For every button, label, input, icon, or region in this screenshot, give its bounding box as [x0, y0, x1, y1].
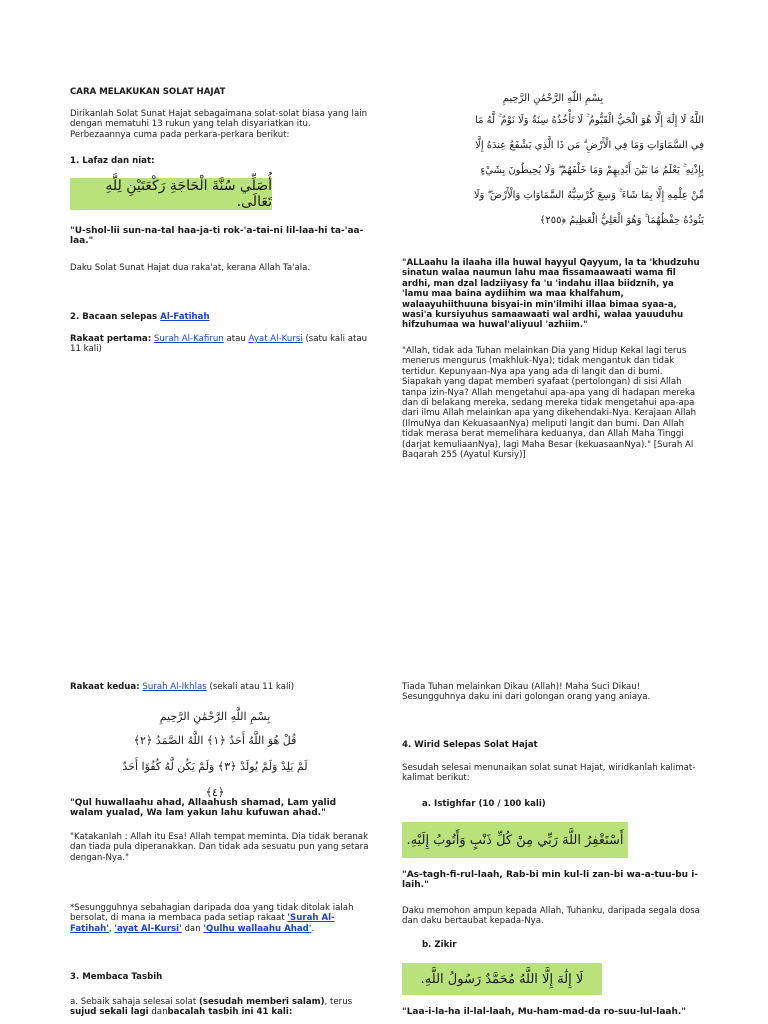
niat-arabic-text: أُصَلِّي سُنَّةَ الْحَاجَةِ رَكْعَتَيْنِ لِلَّهِ تَعَالَى. [105, 178, 272, 210]
surah-al-ikhlas-link[interactable]: Surah Al-Ikhlas [142, 682, 207, 692]
istighfar-heading: a. Istighfar (10 / 100 kali) [422, 799, 546, 809]
kursi-meaning: "Allah, tidak ada Tuhan melainkan Dia yang Hidup Kekal lagi terus menerus mengurus (makhluk-Nya); tidak mengantuk dan tidak tertidur. Kepunyaan-Nya apa yang ada di langit dan di bumi. Siapakah yang dapat memberi syafaat (pertolongan) di sisi Allah tanpa izin-Nya? Allah mengetahui apa-apa yang di hadapan mereka dan di belakang mereka, sedang mereka tidak mengetahui apa-apa dari ilmu Allah melainkan apa yang dikehendaki-Nya. Kerajaan Allah (IlmuNya dan KekuasaanNya) meliputi langit dan bumi. Dan Allah tidak merasa berat memelihara keduanya, dan Allah Maha Tinggi (darjat kemuliaanNya), lagi Maha Besar (kekuasaanNya)." [Surah Al Baqarah 255 (Ayatul Kursiy)] [402, 346, 697, 461]
kursi-basmalah: بِسْمِ اللَّهِ الرَّحْمَٰنِ الرَّحِيمِ [502, 93, 604, 104]
ayat-al-kursi-link[interactable]: Ayat Al-Kursi [248, 334, 303, 344]
document-title: CARA MELAKUKAN SOLAT HAJAT [70, 87, 226, 97]
rakaat-pertama-label: Rakaat pertama: [70, 334, 152, 344]
ikhlas-verse-line-2: لَمْ يَلِدْ وَلَمْ يُولَدْ ﴿٣﴾ وَلَمْ يَكُن لَّهُ كُفُوًا أَحَدٌ ﴿٤﴾ [122, 760, 308, 799]
kursi-line-2: فِي السَّمَاوَاتِ وَمَا فِي الْأَرْضِ ۗ مَن ذَا الَّذِي يَشْفَعُ عِندَهُ إِلَّا [475, 140, 704, 151]
rakaat-pertama-or: atau [223, 334, 249, 344]
ikhlas-arabic-image [115, 706, 315, 799]
zikir-heading: b. Zikir [422, 940, 457, 950]
ikhlas-meaning: "Katakanlah : Allah itu Esa! Allah tempat meminta. Dia tidak beranak dan tiada pula diperanakkan. Dan tidak ada sesuatu pun yang setara dengan-Nya." [70, 832, 369, 863]
rakaat-pertama-suffix: (satu kali atau 11 kali) [70, 334, 368, 355]
note-qulhu-link[interactable]: 'Qulhu wallaahu Ahad' [203, 923, 312, 934]
note-and: dan [181, 923, 204, 934]
kursi-line-1: اللَّهُ لَا إِلَٰهَ إِلَّا هُوَ الْحَيُّ الْقَيُّومُ ۚ لَا تَأْخُذُهُ سِنَةٌ وَلَا نَوْمٌ ۚ لَّهُ مَا [475, 115, 704, 126]
tiada-tuhan-paragraph: Tiada Tuhan melainkan Dikau (Allah)! Maha Suci Dikau! Sesungguhnya daku ini dari golongan orang yang aniaya. [402, 682, 651, 703]
zikir-arabic-text: لَا إِلَٰهَ إِلَّا اللَّهُ مُحَمَّدٌ رَسُولُ اللَّهِ. [420, 971, 584, 987]
al-fatihah-link[interactable]: Al-Fatihah [160, 312, 210, 322]
kursi-line-3: بِإِذْنِهِ ۚ يَعْلَمُ مَا بَيْنَ أَيْدِيهِمْ وَمَا خَلْفَهُمْ ۖ وَلَا يُحِيطُونَ بِشَيْءٍ [480, 165, 704, 176]
s3a-prefix: a. Sebaik sahaja selesai solat [70, 997, 199, 1007]
note-end: . [311, 923, 315, 934]
section-4-heading: 4. Wirid Selepas Solat Hajat [402, 740, 538, 750]
note-text: *Sesungguhnya sebahagian daripada doa yang tidak ditolak ialah bersolat, di mana ia membaca pada setiap rakaat [70, 903, 354, 924]
s3a-bold-1: (sesudah memberi salam) [198, 997, 325, 1007]
kursi-transliteration: "ALLaahu la ilaaha illa huwal hayyul Qayyum, la ta 'khudzuhu sinatun walaa naumun lahu maa fissamaawaati wama fil ardhi, man dzal ladziiyasy fa 'u 'indahu illaa biidznih, ya 'lamu maa baina aydiihim wa maa khalfahum, walaayuhiithuuna bisyai-in min'ilmihi illaa bimaa syaa-a, wasi'a kursiyuhus samaawaati wal ardhi, walaa yauuduhu hifzuhumaa wa huwal'aliyuul 'azhiim." [402, 258, 700, 331]
ikhlas-basmalah: بِسْمِ اللَّهِ الرَّحْمَٰنِ الرَّحِيمِ [159, 710, 271, 723]
ikhlas-transliteration: "Qul huwallaahu ahad, Allaahush shamad, Lam yalid walam yualad, Wa lam yakun lahu kufuwan ahad." [70, 798, 337, 819]
section-4-intro: Sesudah selesai menunaikan solat sunat Hajat, wiridkanlah kalimat-kalimat berikut: [402, 763, 696, 784]
section-3-heading: 3. Membaca Tasbih [70, 972, 163, 982]
kursi-line-5: يَئُودُهُ حِفْظُهُمَا ۚ وَهُوَ الْعَلِيُّ الْعَظِيمُ ﴿٢٥٥﴾ [539, 215, 704, 226]
niat-arabic-image [70, 178, 272, 210]
niat-meaning: Daku Solat Sunat Hajat dua raka'at, kerana Allah Ta'ala. [70, 263, 311, 273]
rakaat-kedua-paragraph [70, 682, 370, 692]
s3a-bold-2: sujud sekali lagi [70, 1007, 149, 1018]
note-sep: , [108, 923, 115, 934]
rakaat-kedua-label: Rakaat kedua: [70, 682, 140, 692]
istighfar-meaning: Daku memohon ampun kepada Allah, Tuhanku, daripada segala dosa dan daku bertaubat kepada-Nya. [402, 906, 700, 927]
section-3a-paragraph [70, 997, 370, 1018]
surah-al-kafirun-link[interactable]: Surah Al-Kafirun [153, 334, 224, 344]
zikir-arabic-image [402, 963, 602, 995]
zikir-transliteration: "Laa-i-la-ha il-lal-laah, Mu-ham-mad-da ro-suu-lul-laah." [402, 1007, 687, 1017]
section-2-prefix: 2. Bacaan selepas [70, 312, 161, 322]
s3a-mid: , terus [324, 997, 353, 1007]
intro-paragraph: Dirikanlah Solat Sunat Hajat sebagaimana solat-solat biasa yang lain dengan mematuhi 13 rukun yang telah disyariatkan itu. Perbezaannya cuma pada perkara-perkara berikut: [70, 109, 368, 140]
kursi-line-4: مِّنْ عِلْمِهِ إِلَّا بِمَا شَاءَ ۚ وَسِعَ كُرْسِيُّهُ السَّمَاوَاتِ وَالْأَرْضَ ۖ وَلَا [473, 190, 704, 201]
istighfar-arabic-text: أَسْتَغْفِرُ اللَّهَ رَبِّي مِنْ كُلِّ ذَنْبٍ وَأَتُوبُ إِلَيْهِ. [406, 832, 624, 848]
rakaat-pertama-paragraph [70, 334, 370, 355]
niat-transliteration: "U-shol-lii sun-na-tal haa-ja-ti rok-'a-tai-ni lil-laa-hi ta-'aa-laa." [70, 226, 364, 247]
section-1-heading: 1. Lafaz dan niat: [70, 156, 155, 166]
section-2-heading [70, 312, 370, 322]
note-fatihah-link[interactable]: 'Surah Al-Fatihah' [70, 913, 335, 934]
istighfar-transliteration: "As-tagh-fi-rul-laah, Rab-bi min kul-li zan-bi wa-a-tuu-bu i-laih." [402, 870, 699, 891]
s3a-bold-3: bacalah tasbih ini 41 kali: [167, 1007, 293, 1018]
ayat-kursi-arabic-image [402, 90, 704, 240]
note-paragraph [70, 903, 370, 934]
note-kursi-link[interactable]: 'ayat Al-Kursi' [114, 923, 182, 934]
s3a-mid-2: dan [148, 1007, 168, 1018]
istighfar-arabic-image [402, 822, 628, 858]
rakaat-kedua-suffix: (sekali atau 11 kali) [206, 682, 295, 692]
ikhlas-verse-line-1: قُلْ هُوَ اللَّهُ أَحَدٌ ﴿١﴾ اللَّهُ الصَّمَدُ ﴿٢﴾ [133, 734, 297, 747]
